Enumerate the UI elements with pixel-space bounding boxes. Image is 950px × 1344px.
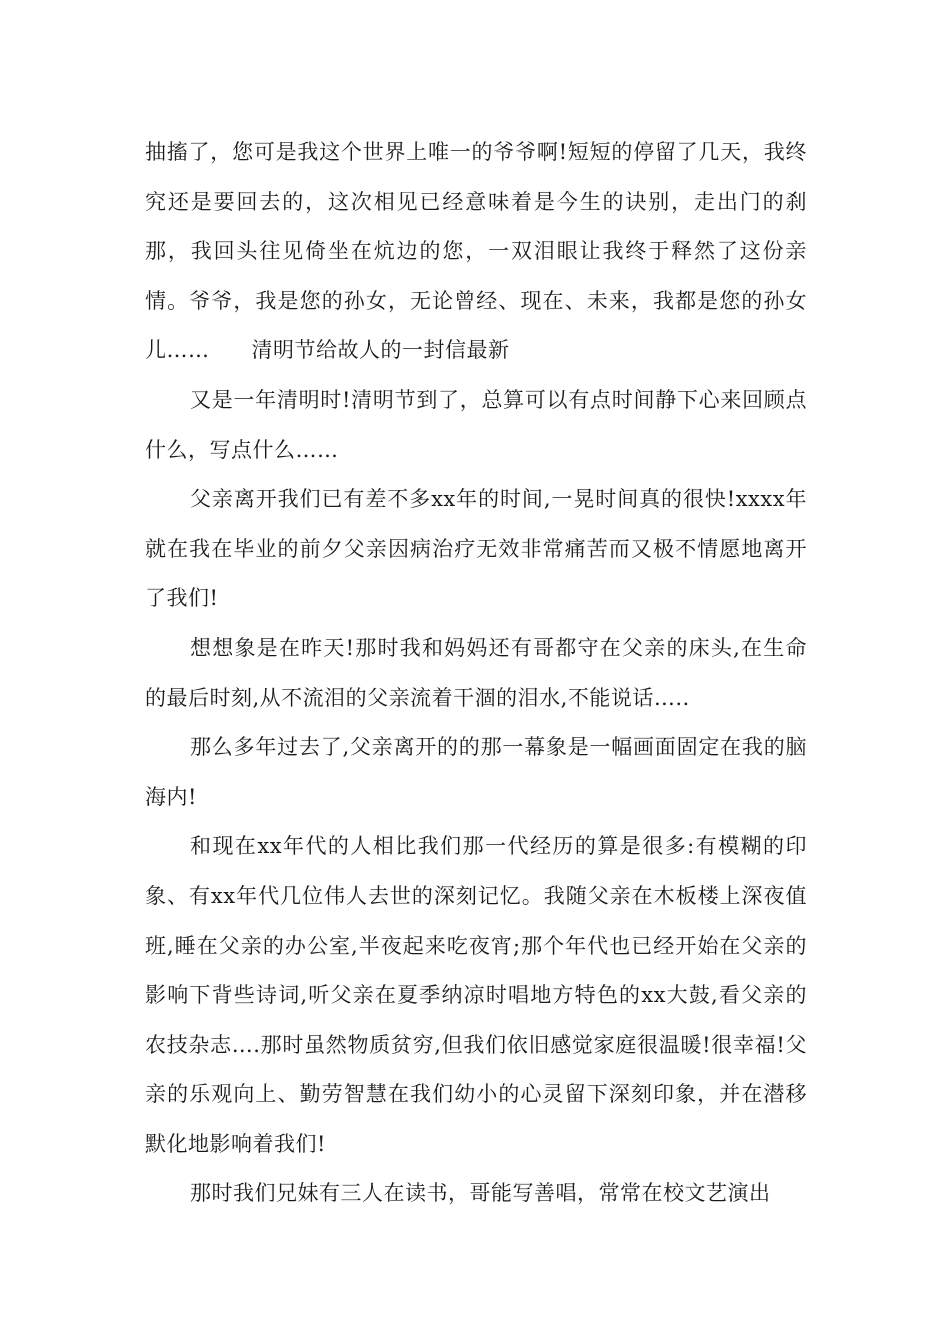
letter-title: 清明节给故人的一封信最新 [251,338,510,363]
paragraph: 又是一年清明时!清明节到了，总算可以有点时间静下心来回顾点什么，写点什么…… [145,387,807,462]
paragraph: 那么多年过去了,父亲离开的的那一幕象是一幅画面固定在我的脑海内! [145,735,807,809]
paragraph-text: 抽搐了，您可是我这个世界上唯一的爷爷啊!短短的停留了几天，我终究还是要回去的，这次相见已经意味着是今生的诀别，走出门的刹那，我回头往见倚坐在炕边的您，一双泪眼让我终于释然了这份亲情。爷爷，我是您的孙女，无论曾经、现在、未来，我都是您的孙女儿…… [145,140,807,363]
document-body [145,128,807,1219]
paragraph: 想想象是在昨天!那时我和妈妈还有哥都守在父亲的床头,在生命的最后时刻,从不流泪的父亲流着干涸的泪水,不能说话….. [145,635,807,710]
paragraph: 父亲离开我们已有差不多xx年的时间,一晃时间真的很快!xxxx年就在我在毕业的前夕父亲因病治疗无效非常痛苦而又极不情愿地离开了我们! [145,487,807,611]
paragraph-continuation [145,128,807,376]
paragraph: 那时我们兄妹有三人在读书，哥能写善唱，常常在校文艺演出 [190,1181,771,1206]
paragraph: 和现在xx年代的人相比我们那一代经历的算是很多:有模糊的印象、有xx年代几位伟人去世的深刻记忆。我随父亲在木板楼上深夜值班,睡在父亲的办公室,半夜起来吃夜宵;那个年代也已经开始在父亲的影响下背些诗词,听父亲在夏季纳凉时唱地方特色的xx大鼓,看父亲的农技杂志….那时虽然物质贫穷,但我们依旧感觉家庭很温暖!很幸福!父亲的乐观向上、勤劳智慧在我们幼小的心灵留下深刻印象，并在潜移默化地影响着我们! [145,834,807,1156]
